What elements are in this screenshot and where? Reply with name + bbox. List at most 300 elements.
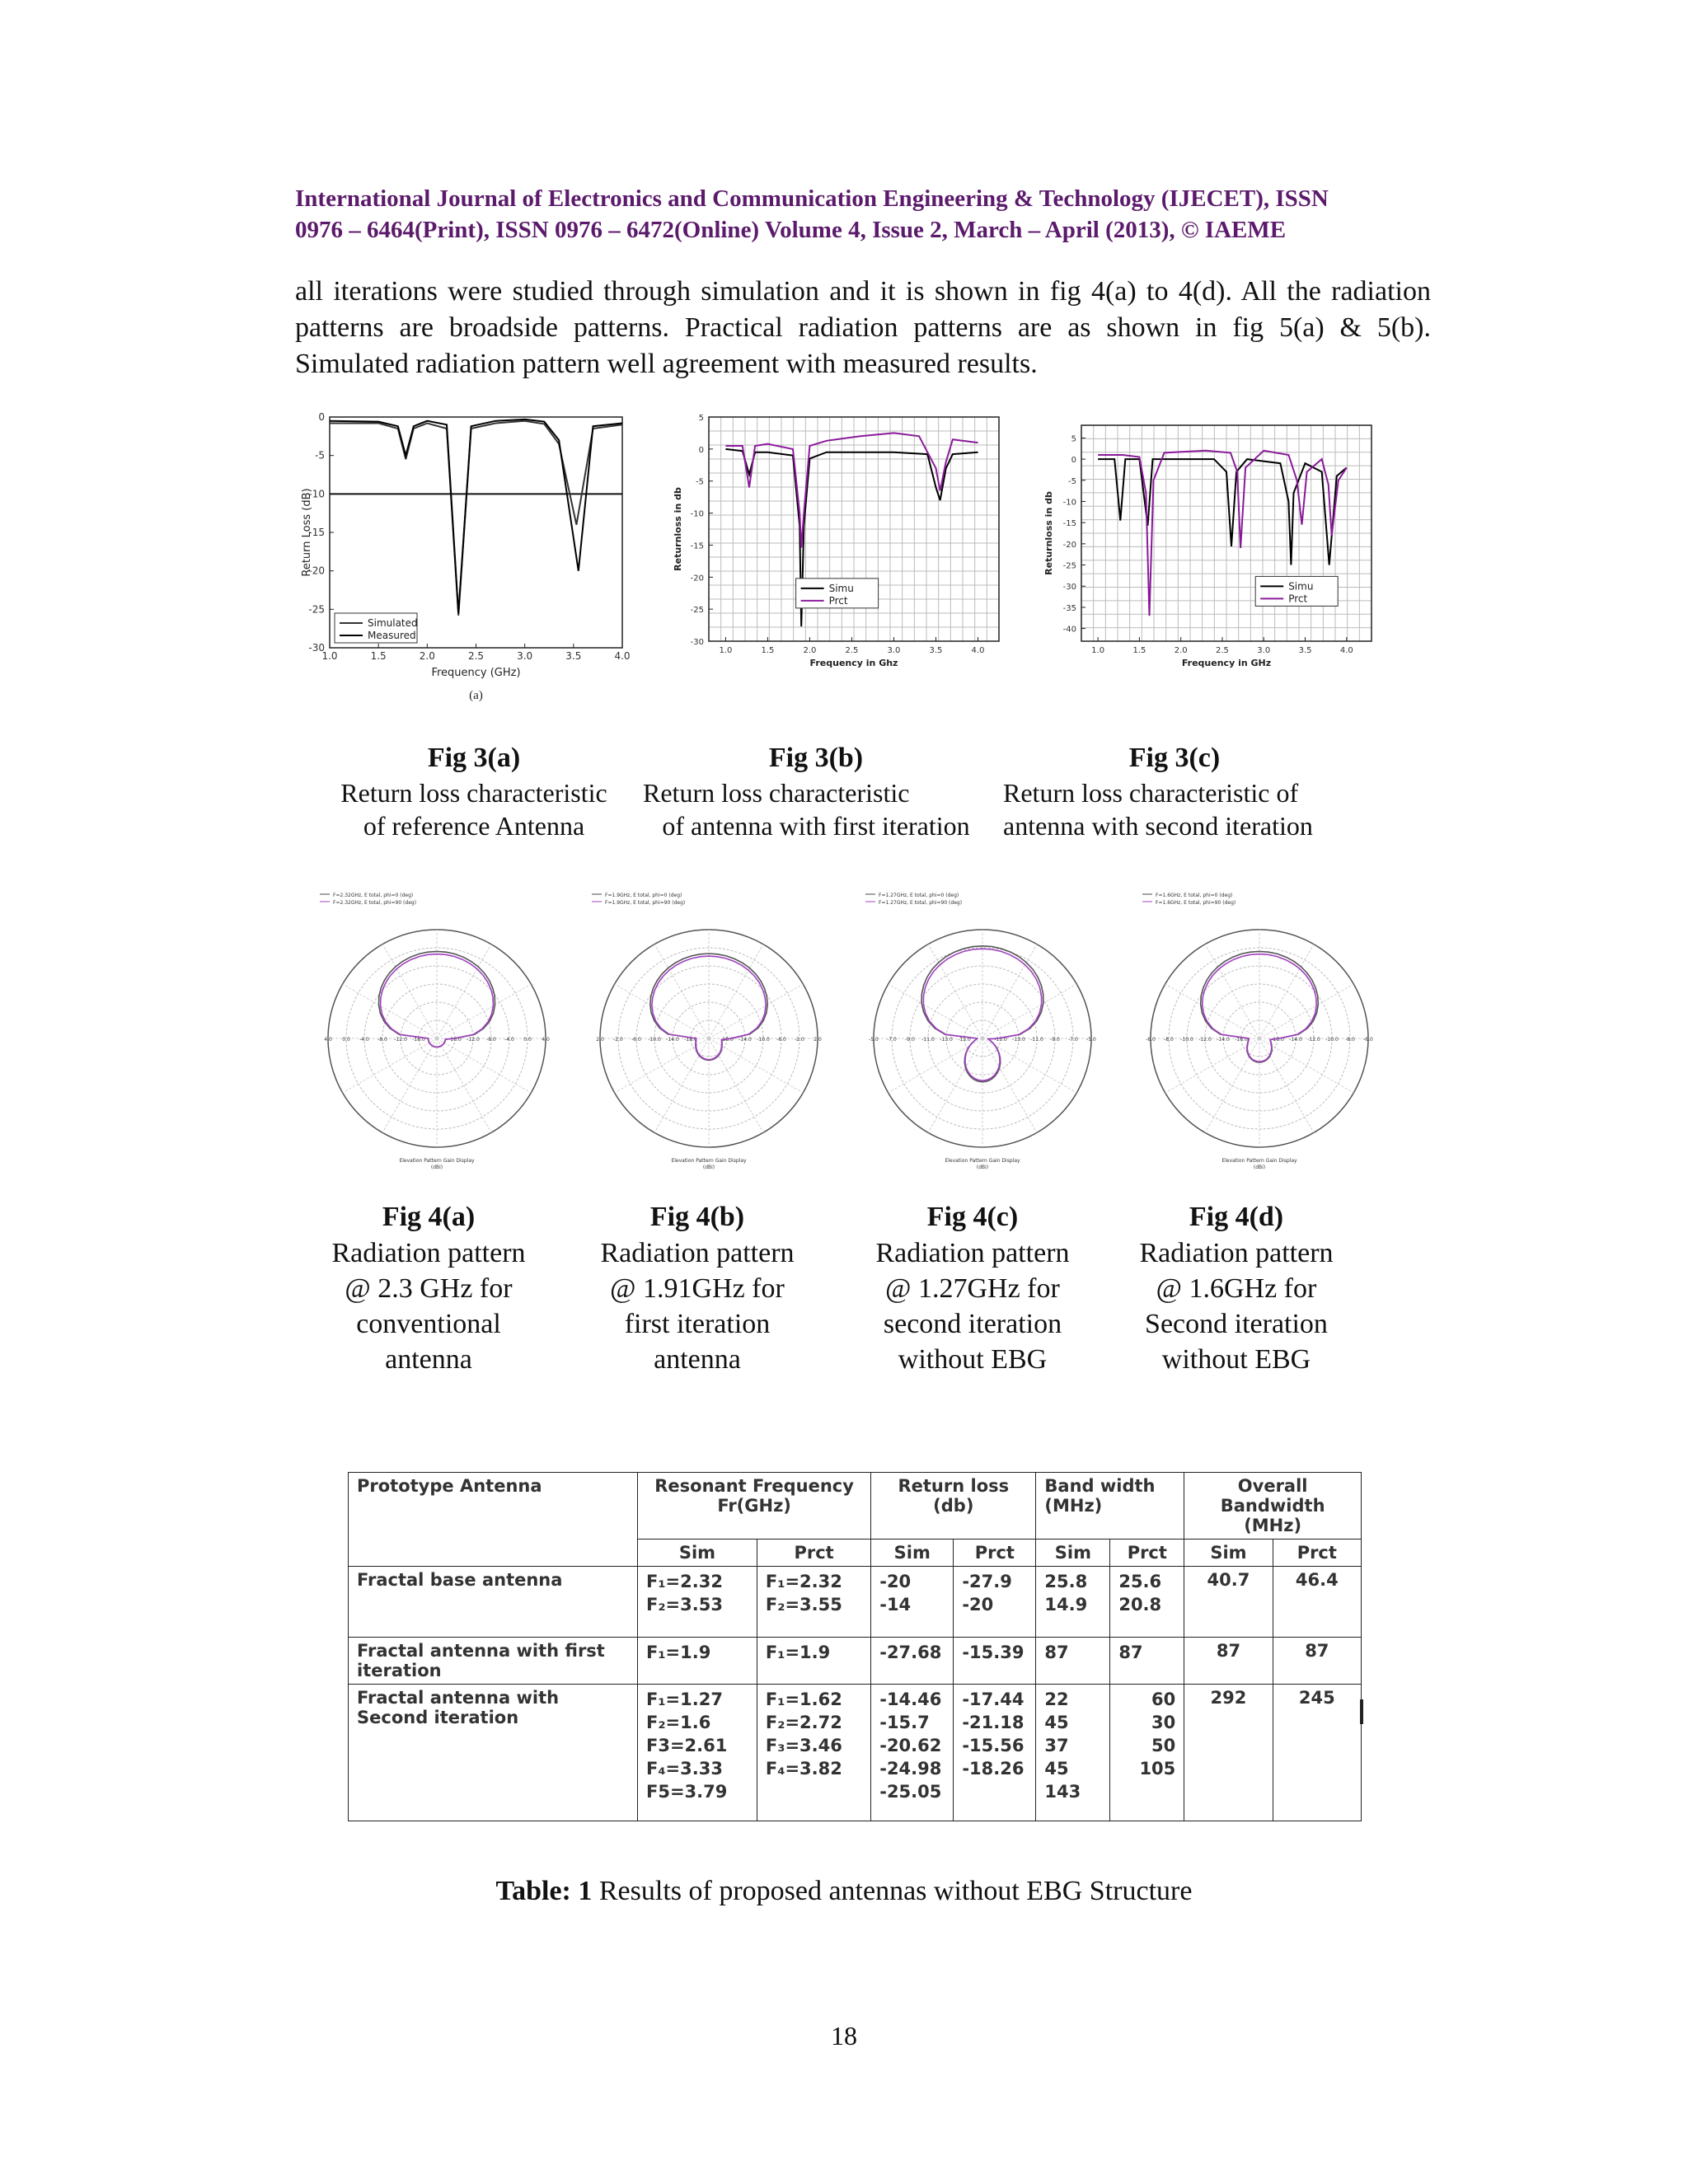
- polar-scale-label: -10.0: [1325, 1037, 1339, 1043]
- polar-spoke: [709, 1038, 803, 1093]
- polar-footer-unit: (dBi): [1253, 1165, 1266, 1170]
- cell-value: 30: [1151, 1713, 1176, 1732]
- fig3b-line1: Return loss characteristic: [643, 778, 910, 808]
- polar-scale-label: 2.0: [814, 1037, 822, 1043]
- legend-label: Simu: [1288, 580, 1314, 593]
- cell-value: F₁=1.27: [646, 1690, 723, 1709]
- x-axis-label: Frequency in GHz: [1181, 658, 1272, 668]
- cell-value: F₁=2.32: [646, 1572, 723, 1591]
- x-tick-label: 4.0: [971, 646, 985, 655]
- table-edge-mark: [1360, 1699, 1363, 1724]
- fig4c-line4: without EBG: [898, 1344, 1048, 1375]
- fig4d-caption: [1104, 1199, 1368, 1377]
- y-tick-label: -5: [315, 449, 325, 462]
- row-antenna-name: Fractal base antenna: [349, 1567, 638, 1638]
- x-tick-label: 3.0: [517, 650, 533, 662]
- fig3b-line2: of antenna with first iteration: [662, 811, 970, 841]
- polar-spoke: [1205, 944, 1259, 1038]
- polar-scale-label: 0.0: [342, 1037, 350, 1043]
- polar-scale-label: -12.0: [1198, 1037, 1212, 1043]
- polar-scale-label: -9.0: [905, 1037, 915, 1043]
- legend-label: Simu: [828, 582, 854, 594]
- fig4d-line1: Radiation pattern: [1139, 1238, 1334, 1268]
- fig4c-caption: [841, 1199, 1104, 1377]
- cell-value: -27.68: [879, 1643, 942, 1662]
- y-tick-label: -15: [1062, 519, 1076, 529]
- fig4c-line2: @ 1.27GHz for: [885, 1273, 1060, 1304]
- fig4b-line3: first iteration: [624, 1309, 771, 1339]
- fig3b-title: Fig 3(b): [768, 743, 864, 773]
- polar-legend-label: F=1.27GHz, E total, phi=90 (deg): [879, 900, 963, 906]
- y-tick-label: 0: [1071, 456, 1076, 466]
- fig3a-chart: [303, 410, 641, 715]
- y-tick-label: -5: [696, 477, 704, 487]
- journal-header: [295, 183, 1432, 246]
- polar-spoke: [709, 944, 763, 1038]
- chart-legend: [335, 613, 418, 643]
- x-tick-label: 4.0: [1339, 646, 1353, 655]
- cell-value: -18.26: [962, 1759, 1025, 1779]
- cell-bw-sim: [1036, 1567, 1110, 1638]
- cell-value: 105: [1139, 1759, 1176, 1779]
- polar-plot-area: [865, 893, 1096, 1170]
- polar-scale-label: -16.0: [412, 1037, 425, 1043]
- cell-value: -24.98: [879, 1759, 942, 1779]
- polar-scale-label: -14.0: [1217, 1037, 1230, 1043]
- polar-footer-title: Elevation Pattern Gain Display: [399, 1158, 475, 1164]
- fig4c-title: Fig 4(c): [926, 1202, 1019, 1232]
- table-caption: [0, 1876, 1688, 1907]
- polar-scale-label: -8.0: [486, 1037, 496, 1043]
- fig3c-line2: antenna with second iteration: [1003, 811, 1313, 841]
- journal-header-line1: International Journal of Electronics and Communication Engineering & Technology (IJECET), ISSN: [295, 185, 1329, 212]
- y-tick-label: -30: [1062, 583, 1076, 593]
- x-tick-label: 1.0: [719, 646, 733, 655]
- x-tick-label: 1.5: [1132, 646, 1146, 655]
- chart-plot-area: [301, 411, 631, 702]
- cell-value: F₂=3.53: [646, 1595, 723, 1615]
- subheader-sim: Sim: [1184, 1540, 1273, 1567]
- x-axis-label: Frequency (GHz): [431, 667, 521, 679]
- polar-scale-label: -9.0: [1050, 1037, 1060, 1043]
- fig4b-caption: [565, 1199, 829, 1377]
- polar-scale-label: -4.0: [359, 1037, 369, 1043]
- x-tick-label: 1.0: [321, 650, 338, 662]
- polar-spoke: [1259, 1038, 1353, 1093]
- y-axis-label: Returnloss in db: [1043, 491, 1054, 575]
- cell-value: 87: [1118, 1643, 1143, 1662]
- header-antenna: Prototype Antenna: [349, 1473, 638, 1567]
- cell-value: 14.9: [1044, 1595, 1088, 1615]
- polar-scale-label: -18.0: [720, 1037, 734, 1043]
- cell-bw-prct: [1110, 1638, 1184, 1685]
- polar-spoke: [382, 1038, 437, 1132]
- polar-spoke: [1165, 984, 1259, 1038]
- chart-plot-area: [1043, 425, 1372, 668]
- polar-scale-label: 4.0: [542, 1037, 550, 1043]
- page-number: 18: [831, 2021, 857, 2050]
- fig4d-line2: @ 1.6GHz for: [1156, 1273, 1317, 1304]
- polar-scale-label: -12.0: [394, 1037, 407, 1043]
- cell-fr-sim: [638, 1567, 757, 1638]
- x-tick-label: 2.5: [1216, 646, 1229, 655]
- polar-spoke: [437, 984, 531, 1038]
- y-tick-label: 5: [1071, 434, 1076, 444]
- header-bandwidth: Band width (MHz): [1036, 1473, 1184, 1540]
- polar-footer-unit: (dBi): [702, 1165, 715, 1170]
- fig4b-line1: Radiation pattern: [600, 1238, 795, 1268]
- polar-scale-label: -14.0: [1289, 1037, 1302, 1043]
- cell-bw-prct: [1110, 1567, 1184, 1638]
- polar-scale-label: -14.0: [738, 1037, 752, 1043]
- x-tick-label: 2.5: [467, 650, 485, 662]
- polar-scale-label: -5.0: [869, 1037, 879, 1043]
- cell-value: -21.18: [962, 1713, 1025, 1732]
- cell-fr-sim: [638, 1638, 757, 1685]
- fig4d-line4: without EBG: [1161, 1344, 1311, 1375]
- fig3c-chart: [1040, 410, 1411, 691]
- cell-value: 60: [1151, 1690, 1176, 1709]
- subheader-prct: Prct: [954, 1540, 1036, 1567]
- fig4b-title: Fig 4(b): [649, 1202, 745, 1232]
- polar-scale-label: -16.0: [1235, 1037, 1248, 1043]
- fig3a-caption: [309, 740, 639, 842]
- polar-spoke: [1205, 1038, 1259, 1132]
- x-tick-label: 2.5: [845, 646, 859, 655]
- cell-value: F₃=3.46: [765, 1736, 842, 1755]
- cell-rl-sim: [871, 1567, 954, 1638]
- x-tick-label: 2.0: [1174, 646, 1188, 655]
- y-tick-label: -40: [1062, 625, 1076, 635]
- results-table: [348, 1472, 1362, 1821]
- table-row: [349, 1638, 1362, 1685]
- legend-label: Simulated: [368, 617, 418, 629]
- polar-spoke: [437, 944, 491, 1038]
- polar-scale-label: -14.0: [666, 1037, 679, 1043]
- cell-ov-prct: 46.4: [1273, 1567, 1361, 1638]
- polar-spoke: [437, 1038, 531, 1093]
- row-antenna-name: Fractal antenna with first iteration: [349, 1638, 638, 1685]
- polar-spoke: [615, 1038, 709, 1093]
- cell-value: F₂=1.6: [646, 1713, 711, 1732]
- polar-spoke: [928, 944, 982, 1038]
- fig4b-line2: @ 1.91GHz for: [610, 1273, 785, 1304]
- y-tick-label: -10: [308, 488, 325, 500]
- subheader-prct: Prct: [757, 1540, 870, 1567]
- y-tick-label: -20: [308, 565, 325, 577]
- table-caption-text: Results of proposed antennas without EBG Structure: [592, 1876, 1193, 1906]
- y-tick-label: -15: [308, 527, 325, 538]
- polar-spoke: [343, 984, 437, 1038]
- polar-footer-unit: (dBi): [430, 1165, 443, 1170]
- fig4d-line3: Second iteration: [1145, 1309, 1328, 1339]
- table-row: [349, 1685, 1362, 1821]
- legend-label: Prct: [828, 594, 848, 607]
- y-tick-label: -30: [690, 638, 704, 647]
- cell-rl-prct: [954, 1685, 1036, 1821]
- y-tick-label: -10: [1062, 498, 1076, 508]
- polar-legend-label: F=1.27GHz, E total, phi=0 (deg): [879, 893, 959, 898]
- cell-value: 50: [1151, 1736, 1176, 1755]
- cell-value: -15.56: [962, 1736, 1025, 1755]
- polar-spoke: [1259, 944, 1314, 1038]
- cell-value: F₁=2.32: [765, 1572, 842, 1591]
- polar-scale-label: -13.0: [940, 1037, 953, 1043]
- header-overall: Overall Bandwidth (MHz): [1184, 1473, 1362, 1540]
- polar-plot-area: [592, 893, 822, 1170]
- y-tick-label: -35: [1062, 603, 1076, 613]
- polar-plot-area: [320, 893, 550, 1170]
- cell-value: F5=3.79: [646, 1782, 728, 1802]
- polar-legend-label: F=2.32GHz, E total, phi=90 (deg): [333, 900, 417, 906]
- chart-legend: [1255, 576, 1338, 606]
- row-antenna-name: Fractal antenna with Second iteration: [349, 1685, 638, 1821]
- fig3c-title: Fig 3(c): [1128, 743, 1221, 773]
- polar-footer-unit: (dBi): [976, 1165, 989, 1170]
- subheader-sim: Sim: [638, 1540, 757, 1567]
- series-line-simu: [1098, 459, 1347, 565]
- polar-scale-label: -6.0: [1363, 1037, 1373, 1043]
- fig3a-line1: Return loss characteristic: [340, 778, 607, 808]
- polar-scale-label: -8.0: [1164, 1037, 1174, 1043]
- y-axis-label: Returnloss in db: [673, 487, 683, 571]
- polar-scale-label: -7.0: [1068, 1037, 1078, 1043]
- x-tick-label: 3.5: [565, 650, 582, 662]
- polar-footer-title: Elevation Pattern Gain Display: [1221, 1158, 1297, 1164]
- chart-legend: [796, 579, 879, 608]
- polar-spoke: [928, 1038, 982, 1132]
- cell-value: F₂=2.72: [765, 1713, 842, 1732]
- polar-spoke: [982, 1038, 1037, 1132]
- y-tick-label: -25: [1062, 561, 1076, 571]
- x-tick-label: 4.0: [614, 650, 631, 662]
- header-return-loss: Return loss (db): [871, 1473, 1036, 1540]
- fig4a-line3: conventional: [356, 1309, 501, 1339]
- cell-fr-prct: [757, 1685, 870, 1821]
- journal-header-line2: 0976 – 6464(Print), ISSN 0976 – 6472(Online) Volume 4, Issue 2, March – April (2013), © IAEME: [295, 217, 1287, 243]
- subheader-prct: Prct: [1273, 1540, 1361, 1567]
- polar-legend-label: F=1.6GHz, E total, phi=0 (deg): [1156, 893, 1233, 898]
- cell-rl-sim: [871, 1638, 954, 1685]
- cell-rl-sim: [871, 1685, 954, 1821]
- subheader-sim: Sim: [871, 1540, 954, 1567]
- cell-value: -20: [879, 1572, 912, 1591]
- x-axis-label: Frequency in Ghz: [809, 658, 898, 668]
- polar-spoke: [437, 1038, 491, 1132]
- x-tick-label: 1.5: [761, 646, 775, 655]
- y-tick-label: -5: [1068, 476, 1076, 486]
- cell-bw-prct: [1110, 1685, 1184, 1821]
- polar-scale-label: -2.0: [613, 1037, 623, 1043]
- polar-scale-label: -6.0: [776, 1037, 786, 1043]
- cell-value: 25.8: [1044, 1572, 1088, 1591]
- polar-scale-label: -12.0: [467, 1037, 480, 1043]
- cell-value: 45: [1044, 1713, 1069, 1732]
- cell-rl-prct: [954, 1567, 1036, 1638]
- series-line-simulated: [330, 421, 622, 616]
- polar-scale-label: -2.0: [795, 1037, 804, 1043]
- polar-spoke: [382, 944, 437, 1038]
- fig4a-caption: [297, 1199, 560, 1377]
- legend-label: Measured: [368, 630, 416, 641]
- polar-scale-label: -6.0: [1146, 1037, 1156, 1043]
- polar-footer-title: Elevation Pattern Gain Display: [945, 1158, 1020, 1164]
- polar-legend-label: F=1.6GHz, E total, phi=90 (deg): [1156, 900, 1236, 906]
- cell-value: F3=2.61: [646, 1736, 728, 1755]
- cell-value: F₁=1.62: [765, 1690, 842, 1709]
- x-tick-label: 3.0: [1257, 646, 1271, 655]
- cell-fr-prct: [757, 1567, 870, 1638]
- y-axis-label: Return Loss (dB): [301, 488, 313, 577]
- cell-value: F₂=3.55: [765, 1595, 842, 1615]
- cell-ov-sim: 292: [1184, 1685, 1273, 1821]
- cell-value: -20: [962, 1595, 994, 1615]
- y-tick-label: 0: [318, 411, 325, 423]
- cell-ov-sim: 87: [1184, 1638, 1273, 1685]
- y-tick-label: -25: [308, 603, 325, 616]
- cell-fr-prct: [757, 1638, 870, 1685]
- x-tick-label: 3.0: [887, 646, 901, 655]
- cell-rl-prct: [954, 1638, 1036, 1685]
- fig4a-line2: @ 2.3 GHz for: [345, 1273, 513, 1304]
- polar-spoke: [654, 1038, 709, 1132]
- header-resonant: Resonant Frequency Fr(GHz): [638, 1473, 871, 1540]
- y-tick-label: -15: [690, 541, 704, 551]
- fig4a-title: Fig 4(a): [382, 1202, 476, 1232]
- polar-spoke: [343, 1038, 437, 1093]
- x-tick-label: 3.5: [1298, 646, 1312, 655]
- fig4a-line1: Radiation pattern: [331, 1238, 526, 1268]
- cell-bw-sim: [1036, 1685, 1110, 1821]
- polar-scale-label: -12.0: [1307, 1037, 1320, 1043]
- cell-value: 22: [1044, 1690, 1069, 1709]
- y-tick-label: -20: [1062, 540, 1076, 550]
- y-tick-label: 5: [698, 414, 704, 423]
- polar-scale-label: -6.0: [631, 1037, 641, 1043]
- x-tick-label: 2.0: [419, 650, 435, 662]
- series-line-prct: [725, 433, 978, 547]
- polar-scale-label: -15.0: [994, 1037, 1007, 1043]
- fig4d-polar-plot: [1136, 886, 1391, 1174]
- cell-value: -14.46: [879, 1690, 942, 1709]
- polar-scale-label: -8.0: [377, 1037, 387, 1043]
- fig4c-line1: Radiation pattern: [875, 1238, 1070, 1268]
- polar-legend-label: F=2.32GHz, E total, phi=0 (deg): [333, 893, 414, 898]
- cell-value: -17.44: [962, 1690, 1025, 1709]
- cell-bw-sim: [1036, 1638, 1110, 1685]
- cell-ov-prct: 87: [1273, 1638, 1361, 1685]
- fig4a-polar-plot: [313, 886, 569, 1174]
- y-tick-label: -30: [308, 642, 325, 654]
- cell-value: 20.8: [1118, 1595, 1162, 1615]
- polar-scale-label: 0.0: [523, 1037, 532, 1043]
- subheader-prct: Prct: [1110, 1540, 1184, 1567]
- table-row: [349, 1567, 1362, 1638]
- cell-value: -15.39: [962, 1643, 1025, 1662]
- y-tick-label: -25: [690, 606, 704, 616]
- y-tick-label: -10: [690, 509, 704, 519]
- cell-value: F₁=1.9: [765, 1643, 831, 1662]
- cell-value: 37: [1044, 1736, 1069, 1755]
- cell-value: 143: [1044, 1782, 1081, 1802]
- cell-value: -27.9: [962, 1572, 1012, 1591]
- y-tick-label: -20: [690, 574, 704, 583]
- cell-value: -15.7: [879, 1713, 930, 1732]
- polar-scale-label: 4.0: [324, 1037, 332, 1043]
- fig4b-line4: antenna: [654, 1344, 741, 1375]
- cell-value: -20.62: [879, 1736, 942, 1755]
- polar-spoke: [1165, 1038, 1259, 1093]
- polar-spoke: [1259, 1038, 1314, 1132]
- panel-label: (a): [469, 689, 483, 702]
- polar-scale-label: -15.0: [958, 1037, 971, 1043]
- polar-scale-label: 2.0: [596, 1037, 604, 1043]
- polar-scale-label: -11.0: [1030, 1037, 1043, 1043]
- fig3a-line2: of reference Antenna: [363, 811, 585, 841]
- legend-label: Prct: [1288, 593, 1308, 605]
- fig4c-polar-plot: [859, 886, 1114, 1174]
- polar-scale-label: -7.0: [887, 1037, 897, 1043]
- table-caption-label: Table: 1: [495, 1876, 593, 1906]
- polar-scale-label: -16.0: [1271, 1037, 1284, 1043]
- body-paragraph: all iterations were studied through simulation and it is shown in fig 4(a) to 4(d). All the radiation patterns are broadside patterns. Practical radiation patterns are as shown in fig 5(a) & 5(b). Simulated radiation pattern well agreement with measured results.: [295, 276, 1431, 379]
- polar-spoke: [982, 1038, 1076, 1093]
- chart-plot-area: [673, 414, 999, 668]
- x-tick-label: 2.0: [803, 646, 817, 655]
- polar-scale-label: -18.0: [684, 1037, 697, 1043]
- cell-value: -25.05: [879, 1782, 942, 1802]
- cell-value: F₄=3.82: [765, 1759, 842, 1779]
- polar-plot-area: [1142, 893, 1373, 1170]
- polar-spoke: [889, 984, 982, 1038]
- fig4d-title: Fig 4(d): [1189, 1202, 1284, 1232]
- polar-spoke: [709, 1038, 763, 1132]
- polar-scale-label: -11.0: [921, 1037, 935, 1043]
- polar-legend-label: F=1.9GHz, E total, phi=90 (deg): [605, 900, 686, 906]
- fig3b-chart: [669, 410, 1015, 691]
- fig3a-title: Fig 3(a): [427, 743, 521, 773]
- fig3c-caption: [993, 740, 1356, 842]
- x-tick-label: 3.5: [929, 646, 943, 655]
- fig4a-line4: antenna: [385, 1344, 472, 1375]
- cell-fr-sim: [638, 1685, 757, 1821]
- x-tick-label: 1.0: [1091, 646, 1105, 655]
- polar-spoke: [982, 984, 1076, 1038]
- polar-scale-label: -13.0: [1012, 1037, 1025, 1043]
- polar-spoke: [654, 944, 709, 1038]
- polar-spoke: [889, 1038, 982, 1093]
- polar-scale-label: -10.0: [757, 1037, 770, 1043]
- fig4b-polar-plot: [585, 886, 841, 1174]
- fig4c-line3: second iteration: [883, 1309, 1062, 1339]
- fig3c-line1: Return loss characteristic of: [1003, 778, 1299, 808]
- polar-scale-label: -8.0: [1345, 1037, 1355, 1043]
- fig3b-caption: [626, 740, 1006, 842]
- cell-value: 45: [1044, 1759, 1069, 1779]
- polar-scale-label: -5.0: [1086, 1037, 1096, 1043]
- cell-value: F₄=3.33: [646, 1759, 723, 1779]
- cell-ov-prct: 245: [1273, 1685, 1361, 1821]
- polar-scale-label: -10.0: [648, 1037, 661, 1043]
- polar-scale-label: -4.0: [504, 1037, 514, 1043]
- polar-scale-label: -10.0: [1180, 1037, 1193, 1043]
- polar-footer-title: Elevation Pattern Gain Display: [671, 1158, 747, 1164]
- polar-spoke: [1259, 984, 1353, 1038]
- polar-scale-label: -16.0: [448, 1037, 462, 1043]
- polar-legend-label: F=1.9GHz, E total, phi=0 (deg): [605, 893, 682, 898]
- cell-value: F₁=1.9: [646, 1643, 711, 1662]
- cell-value: -14: [879, 1595, 912, 1615]
